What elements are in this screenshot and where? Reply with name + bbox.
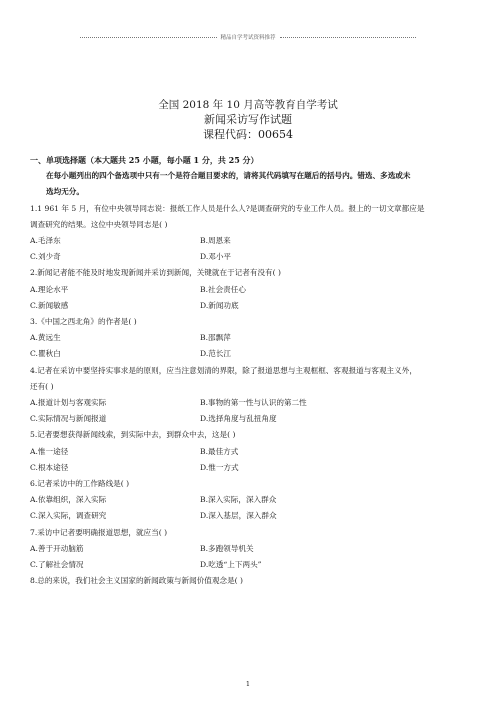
question-stem: 8.总的来说，我们社会主义国家的新闻政策与新闻价值观念是( ) [30, 576, 244, 586]
answer-option: B.事物的第一性与认识的第二性 [200, 398, 307, 408]
question-stem: 还有( ) [30, 381, 54, 391]
exam-title: 全国 2018 年 10 月高等教育自学考试 [158, 99, 338, 111]
question-stem: 3.《中国之西北角》的作者是( ) [30, 317, 137, 327]
paper-title: 新闻采访写作试题 [204, 113, 292, 126]
answer-option: C.了解社会情况 [30, 560, 84, 570]
header-dots-left [80, 37, 217, 38]
answer-option: C.实际情况与新闻报道 [30, 414, 107, 424]
course-code: 课程代码：00654 [203, 128, 293, 141]
answer-option: D.邓小平 [200, 252, 232, 262]
answer-option: C.新闻敏感 [30, 300, 69, 310]
answer-option: B.周恩来 [200, 236, 231, 246]
header-banner-text: 精品自学考试资料推荐 [220, 35, 276, 41]
answer-option: B.深入实际，深入群众 [200, 495, 277, 505]
option-row [30, 557, 466, 573]
exam-body [30, 152, 466, 589]
answer-option: A.善于开动脑筋 [30, 543, 84, 553]
question-list [30, 201, 466, 590]
question-stem: 7.采访中记者要明确报道思想，就应当( ) [30, 527, 168, 537]
answer-option: A.报道计划与客观实际 [30, 398, 107, 408]
answer-option: A.理论水平 [30, 284, 69, 294]
answer-option: D.选择角度与乱扭角度 [200, 414, 277, 424]
title-block [0, 98, 496, 142]
answer-option: C.深入实际，调查研究 [30, 511, 107, 521]
option-row [30, 508, 466, 524]
option-row [30, 298, 466, 314]
option-row [30, 249, 466, 265]
page-number: 1 [245, 680, 251, 688]
answer-option: D.深入基层，深入群众 [200, 511, 277, 521]
question-stem: 4.记者在采访中要坚持实事求是的原则，应当注意划清的界限，除了报道思想与主观框框、客观报道与客观主义外， [30, 365, 417, 375]
section-instruction: 在每小题列出的四个备选项中只有一个是符合题目要求的，请将其代码填写在题后的括号内。错选、多选或未 [46, 171, 411, 181]
answer-option: C.根本途径 [30, 462, 69, 472]
option-row [30, 444, 466, 460]
answer-option: D.惟一方式 [200, 462, 239, 472]
option-row [30, 411, 466, 427]
option-row [30, 233, 466, 249]
answer-option: C.瞿秋白 [30, 349, 61, 359]
question-stem: 1.1 961 年 5 月，有位中央领导同志说：报纸工作人员是什么人?是调查研究的专业工作人员。报上的一切文章都应是 [30, 203, 425, 213]
question-stem: 5.记者要想获得新闻线索，到实际中去，到群众中去，这是( ) [30, 430, 236, 440]
section-heading: 一、单项选择题（本大题共 25 小题，每小题 1 分，共 25 分） [30, 155, 259, 165]
option-row [30, 541, 466, 557]
option-row [30, 395, 466, 411]
header-banner [80, 33, 416, 41]
question-stem: 调查研究的结果。这位中央领导同志是( ) [30, 219, 168, 229]
option-row [30, 460, 466, 476]
option-row [30, 330, 466, 346]
question-stem: 6.记者采访中的工作路线是( ) [30, 479, 130, 489]
answer-option: A.惟一途径 [30, 446, 69, 456]
option-row [30, 492, 466, 508]
answer-option: A.依靠组织，深入实际 [30, 495, 107, 505]
answer-option: B.邵飘萍 [200, 333, 231, 343]
answer-option: A.黄远生 [30, 333, 61, 343]
answer-option: C.刘少奇 [30, 252, 61, 262]
header-dots-right [280, 37, 417, 38]
option-row [30, 282, 466, 298]
answer-option: D.范长江 [200, 349, 232, 359]
section-instruction-cont: 选均无分。 [46, 187, 84, 197]
option-row [30, 346, 466, 362]
answer-option: A.毛泽东 [30, 236, 61, 246]
answer-option: D.新闻功底 [200, 300, 239, 310]
answer-option: B.社会责任心 [200, 284, 246, 294]
question-stem: 2.新闻记者能不能及时地发现新闻并采访到新闻，关键就在于记者有没有( ) [30, 268, 281, 278]
answer-option: D.吃透“上下两头” [200, 560, 262, 570]
answer-option: B.最佳方式 [200, 446, 239, 456]
answer-option: B.多跑领导机关 [200, 543, 254, 553]
